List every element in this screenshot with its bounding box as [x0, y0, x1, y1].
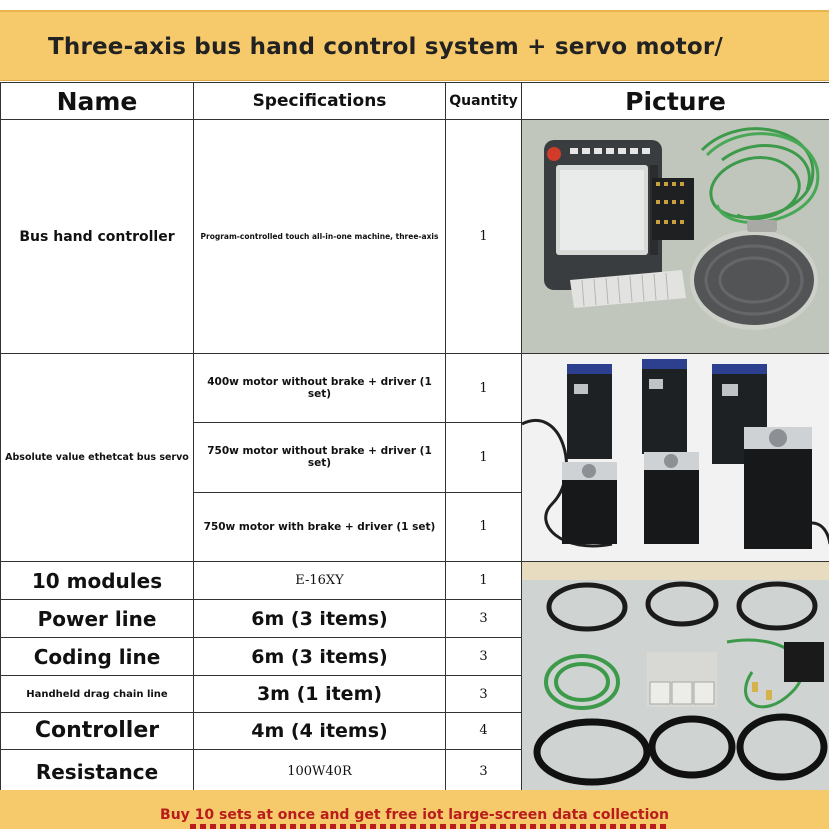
page-title: Three-axis bus hand control system + servo motor/ [48, 34, 723, 60]
top-strip [0, 0, 829, 10]
quantity-cell: 1 [446, 423, 522, 492]
quantity-cell: 1 [446, 492, 522, 561]
name-cell: Coding line [1, 638, 194, 676]
quantity-cell: 1 [446, 562, 522, 600]
spec-cell: 750w motor without brake + driver (1 set) [194, 423, 446, 492]
quantity-cell: 3 [446, 600, 522, 638]
hand-controller-photo [522, 120, 829, 354]
spec-cell: 6m (3 items) [194, 600, 446, 638]
product-spec-table [0, 82, 829, 795]
spec-cell: 100W40R [194, 749, 446, 794]
name-cell: Controller [1, 712, 194, 749]
promo-banner [0, 790, 829, 829]
header-picture: Picture [522, 83, 829, 120]
name-cell: Resistance [1, 749, 194, 794]
cables-photo [522, 562, 829, 795]
name-cell: Absolute value ethetcat bus servo [1, 354, 194, 562]
quantity-cell: 4 [446, 712, 522, 749]
table-row [1, 120, 829, 354]
promo-cutoff-line [190, 824, 670, 829]
promo-text: Buy 10 sets at once and get free iot large-screen data collection [160, 807, 669, 823]
spec-cell: E-16XY [194, 562, 446, 600]
table-row [1, 562, 829, 600]
quantity-cell: 1 [446, 120, 522, 354]
quantity-cell: 3 [446, 676, 522, 712]
spec-cell: 3m (1 item) [194, 676, 446, 712]
spec-cell: 4m (4 items) [194, 712, 446, 749]
title-banner [0, 10, 829, 81]
name-cell: Power line [1, 600, 194, 638]
quantity-cell: 3 [446, 749, 522, 794]
spec-cell: 6m (3 items) [194, 638, 446, 676]
servo-motors-photo [522, 354, 829, 562]
quantity-cell: 1 [446, 354, 522, 423]
header-name: Name [1, 83, 194, 120]
header-specifications: Specifications [194, 83, 446, 120]
table-row [1, 354, 829, 423]
quantity-cell: 3 [446, 638, 522, 676]
name-cell: Bus hand controller [1, 120, 194, 354]
spec-cell: 400w motor without brake + driver (1 set) [194, 354, 446, 423]
header-quantity: Quantity [446, 83, 522, 120]
spec-cell: Program-controlled touch all-in-one machine, three-axis [194, 120, 446, 354]
name-cell: Handheld drag chain line [1, 676, 194, 712]
spec-cell: 750w motor with brake + driver (1 set) [194, 492, 446, 561]
name-cell: 10 modules [1, 562, 194, 600]
table-header-row [1, 83, 829, 120]
